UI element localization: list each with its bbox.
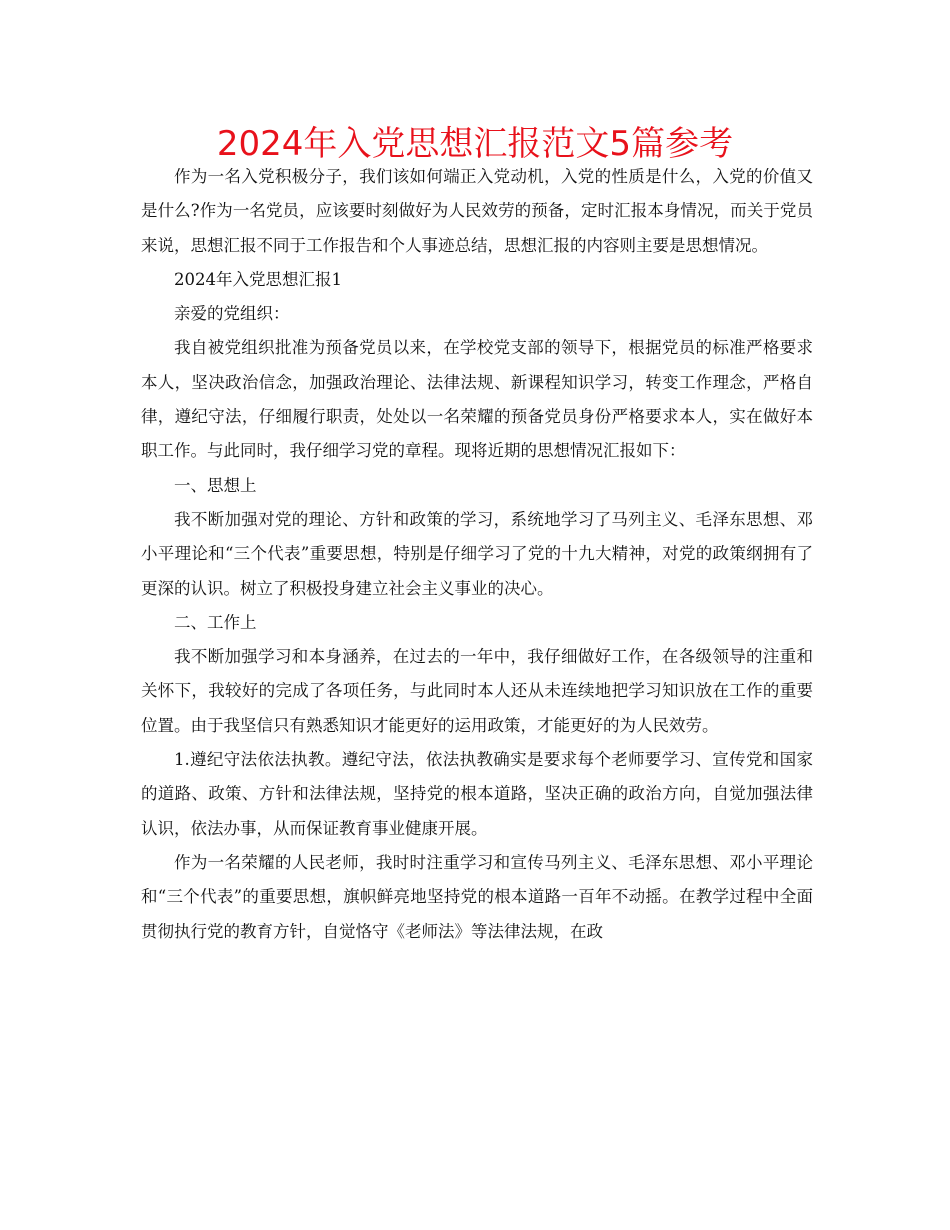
document-title: 2024年入党思想汇报范文5篇参考 bbox=[216, 124, 734, 164]
body-paragraph: 我不断加强学习和本身涵养，在过去的一年中，我仔细做好工作，在各级领导的注重和关怀下，我较好的完成了各项任务，与此同时本人还从未连续地把学习知识放在工作的重要位置。由于我坚信只有熟悉知识才能更好的运用政策，才能更好的为人民效劳。 bbox=[141, 647, 813, 735]
section-heading-work: 二、工作上 bbox=[174, 612, 257, 632]
salutation: 亲爱的党组织： bbox=[174, 304, 290, 324]
section-heading-thought: 一、思想上 bbox=[174, 475, 257, 495]
section-heading-report-1: 2024年入党思想汇报1 bbox=[174, 269, 342, 289]
intro-paragraph: 作为一名入党积极分子，我们该如何端正入党动机，入党的性质是什么，入党的价值又是什么?作为一名党员，应该要时刻做好为人民效劳的预备，定时汇报本身情况，而关于党员来说，思想汇报不同于工作报告和个人事迹总结，思想汇报的内容则主要是思想情况。 bbox=[141, 167, 813, 255]
body-paragraph: 作为一名荣耀的人民老师，我时时注重学习和宣传马列主义、毛泽东思想、邓小平理论和“三个代表”的重要思想，旗帜鲜亮地坚持党的根本道路一百年不动摇。在教学过程中全面贯彻执行党的教育方针，自觉恪守《老师法》等法律法规，在政 bbox=[141, 852, 813, 941]
body-paragraph: 我不断加强对党的理论、方针和政策的学习，系统地学习了马列主义、毛泽东思想、邓小平理论和“三个代表”重要思想，特别是仔细学习了党的十九大精神，对党的政策纲拥有了更深的认识。树立了积极投身建立社会主义事业的决心。 bbox=[141, 509, 813, 598]
body-paragraph: 我自被党组织批准为预备党员以来，在学校党支部的领导下，根据党员的标准严格要求本人，坚决政治信念，加强政治理论、法律法规、新课程知识学习，转变工作理念，严格自律，遵纪守法，仔细履行职责，处处以一名荣耀的预备党员身份严格要求本人，实在做好本职工作。与此同时，我仔细学习党的章程。现将近期的思想情况汇报如下： bbox=[141, 338, 813, 461]
body-paragraph: 1.遵纪守法依法执教。遵纪守法，依法执教确实是要求每个老师要学习、宣传党和国家的道路、政策、方针和法律法规，坚持党的根本道路，坚决正确的政治方向，自觉加强法律认识，依法办事，从而保证教育事业健康开展。 bbox=[141, 750, 813, 838]
document-body bbox=[141, 160, 813, 949]
